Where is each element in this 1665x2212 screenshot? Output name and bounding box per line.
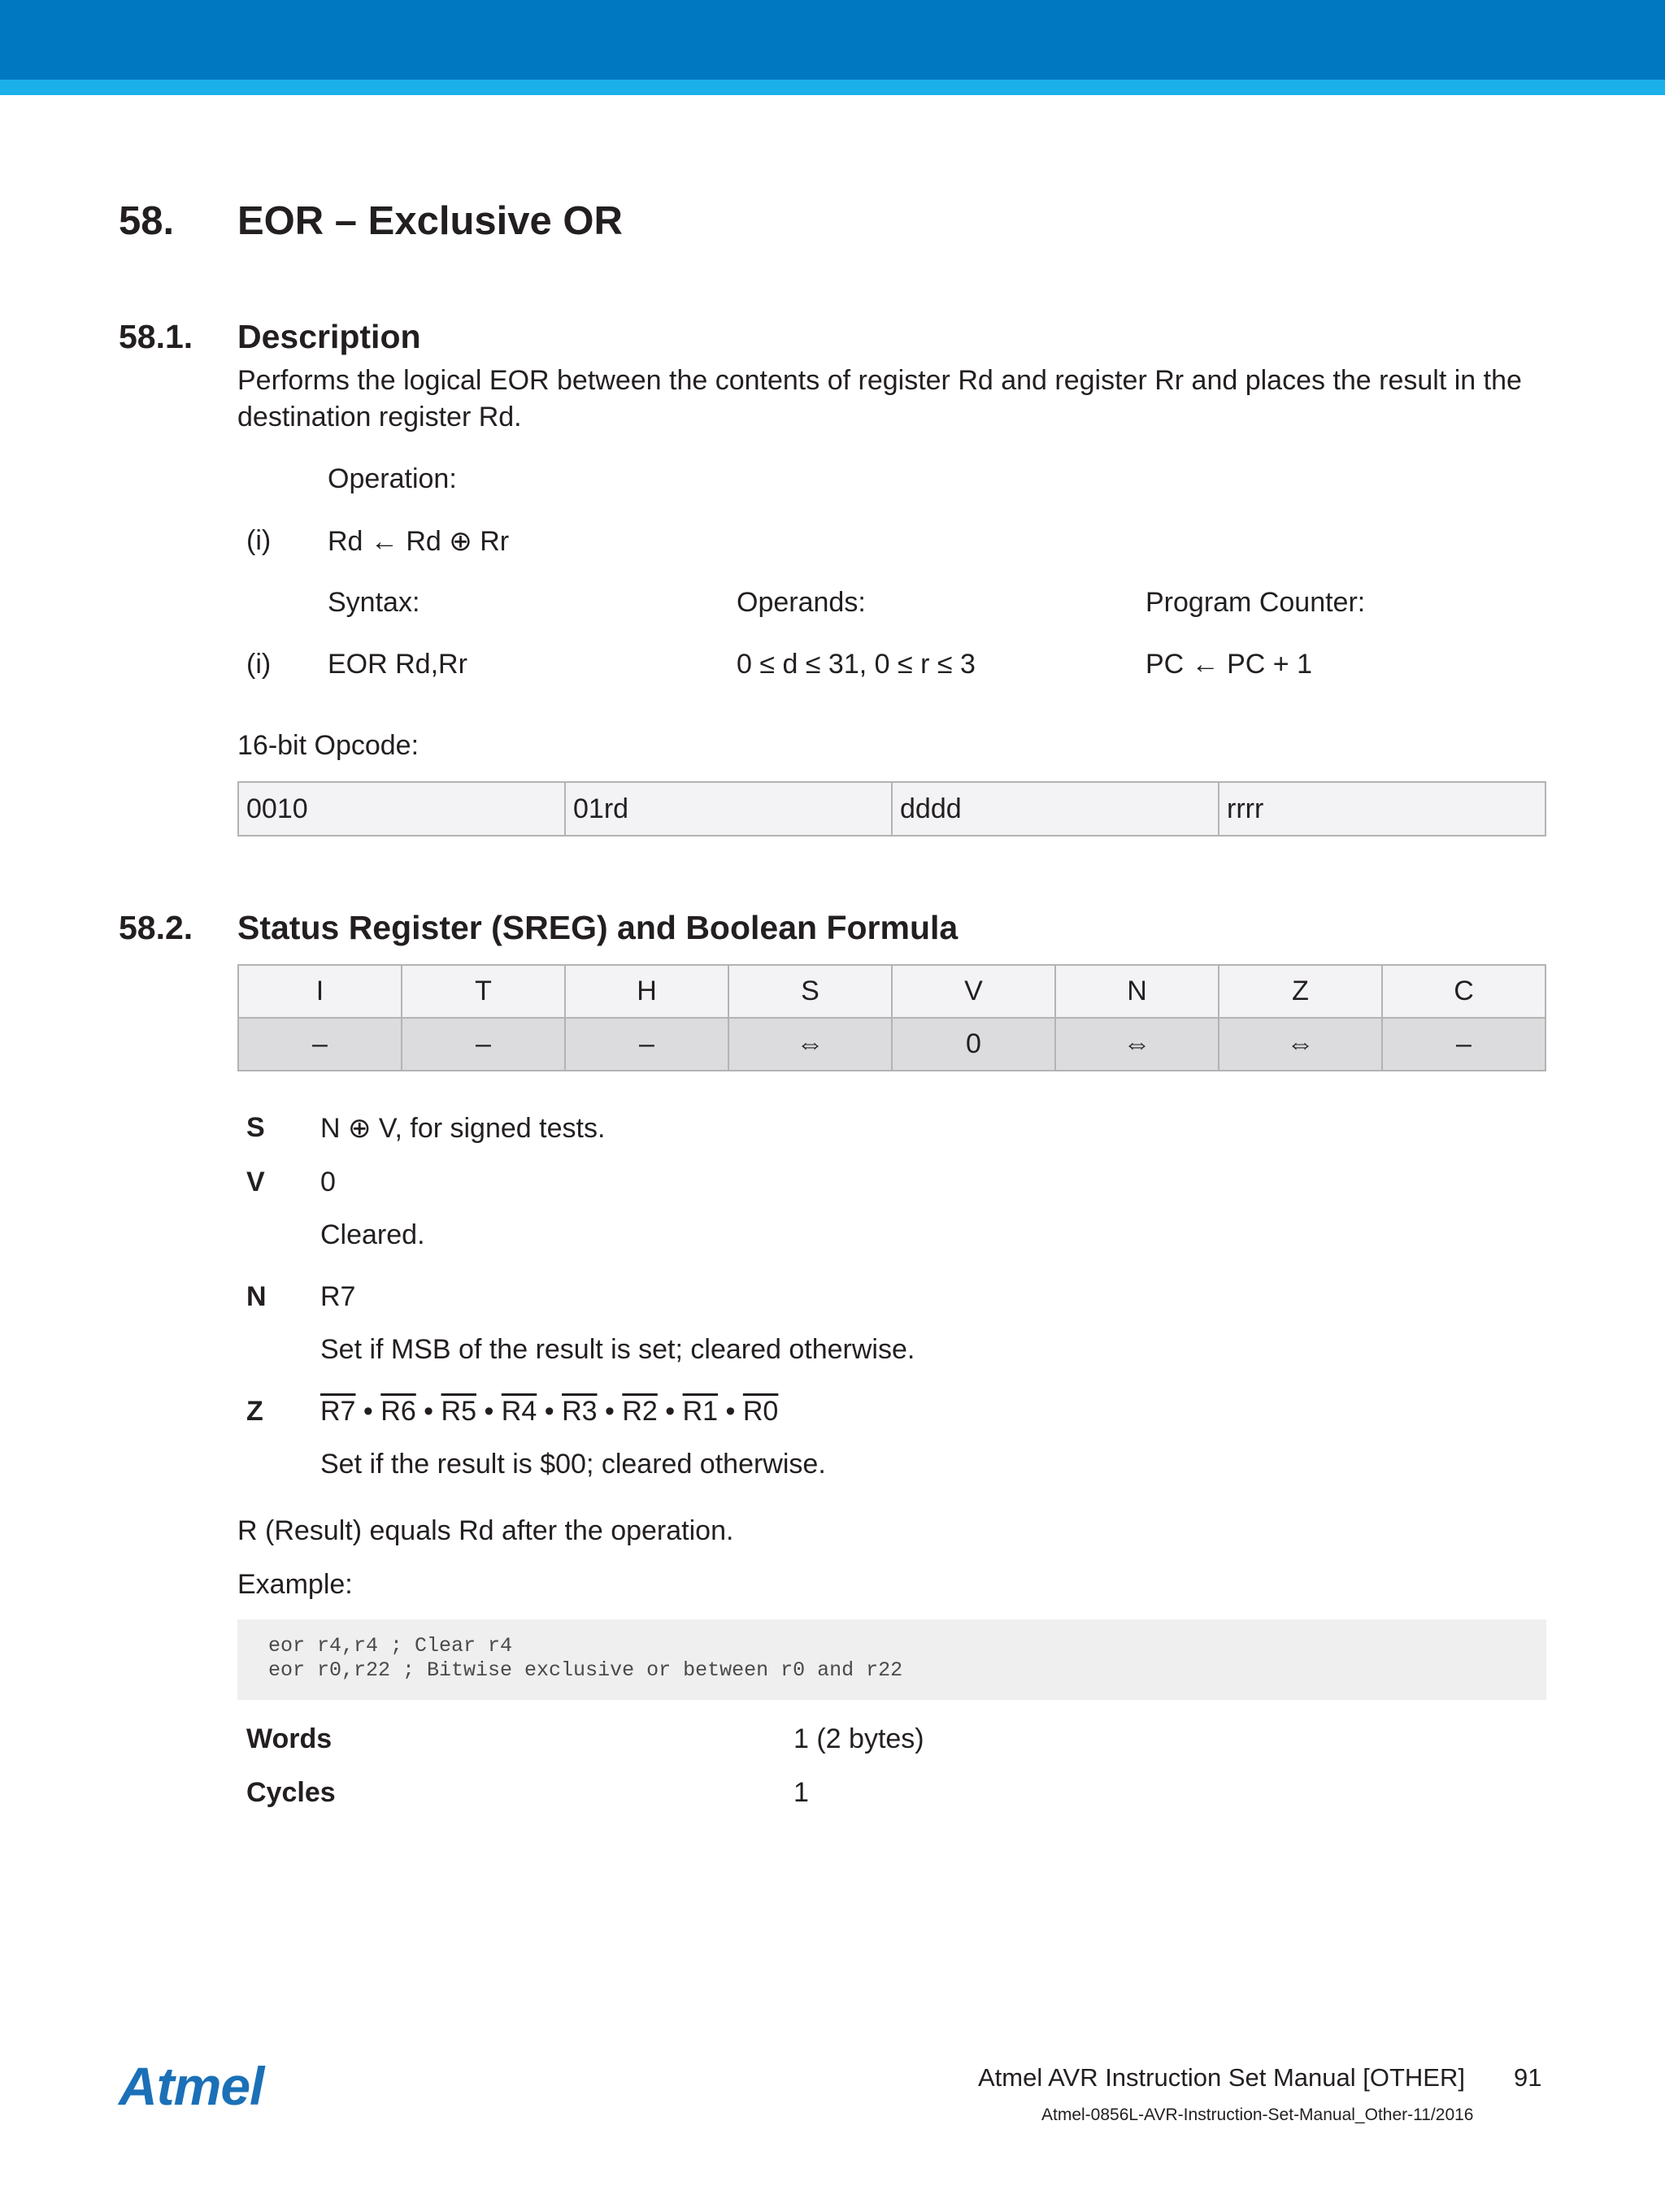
z-separator: •	[415, 1396, 441, 1427]
sreg-flag-value: ⇔	[728, 1018, 892, 1071]
atmel-logo: Atmel	[119, 2056, 264, 2116]
header-stripe	[0, 80, 1665, 95]
sreg-flag-value: ⇔	[1055, 1018, 1219, 1071]
flag-z-label: Z	[246, 1396, 263, 1427]
code-line: eor r4,r4 ; Clear r4	[268, 1634, 513, 1658]
opcode-table	[237, 781, 1546, 837]
z-term: R3	[562, 1396, 598, 1427]
opcode-cell: 01rd	[565, 782, 892, 836]
header-bar	[0, 0, 1665, 80]
sreg-flag-header: N	[1055, 965, 1219, 1018]
example-label: Example:	[237, 1569, 353, 1600]
z-term: R7	[320, 1396, 356, 1427]
sreg-flag-value: –	[565, 1018, 728, 1071]
flag-n-note: Set if MSB of the result is set; cleared otherwise.	[320, 1334, 915, 1365]
z-term: R6	[380, 1396, 416, 1427]
sreg-header-row	[238, 965, 1545, 1018]
footer-manual-title: Atmel AVR Instruction Set Manual [OTHER]	[978, 2063, 1465, 2092]
footer-page-number: 91	[1514, 2063, 1542, 2092]
opcode-cell: rrrr	[1219, 782, 1545, 836]
sreg-flag-header: V	[892, 965, 1055, 1018]
z-term: R5	[441, 1396, 476, 1427]
flag-v-label: V	[246, 1167, 265, 1197]
flag-z-formula	[320, 1396, 778, 1428]
sreg-flag-header: Z	[1219, 965, 1382, 1018]
operation-formula: Rd ← Rd ⊕ Rr	[328, 526, 510, 557]
z-separator: •	[597, 1396, 623, 1427]
z-term: R1	[682, 1396, 719, 1427]
syntax-label: Syntax:	[328, 587, 420, 618]
flag-n-label: N	[246, 1281, 267, 1312]
z-separator: •	[537, 1396, 563, 1427]
subsection-heading-sreg: Status Register (SREG) and Boolean Formula	[237, 909, 959, 946]
flag-s-formula: N ⊕ V, for signed tests.	[320, 1113, 606, 1144]
operands-label: Operands:	[737, 587, 866, 618]
flag-n-formula: R7	[320, 1281, 356, 1312]
flag-s-label: S	[246, 1112, 265, 1143]
sreg-flag-header: T	[402, 965, 565, 1018]
operation-label: Operation:	[328, 463, 457, 494]
program-counter-label: Program Counter:	[1146, 587, 1366, 618]
flag-v-formula: 0	[320, 1167, 336, 1197]
description-line-2: destination register Rd.	[237, 402, 522, 432]
section-number: 58.	[119, 199, 175, 243]
program-counter-value: PC ← PC + 1	[1146, 649, 1313, 680]
opcode-label: 16-bit Opcode:	[237, 730, 420, 761]
subsection-heading-description: Description	[237, 318, 421, 355]
sreg-flag-header: C	[1382, 965, 1545, 1018]
opcode-cell: 0010	[238, 782, 565, 836]
flag-v-note: Cleared.	[320, 1219, 425, 1250]
sreg-flag-header: I	[238, 965, 402, 1018]
z-separator: •	[355, 1396, 381, 1427]
sreg-flag-value: 0	[892, 1018, 1055, 1071]
result-note: R (Result) equals Rd after the operation.	[237, 1515, 734, 1546]
subsection-number-description: 58.1.	[119, 318, 193, 355]
opcode-row	[238, 782, 1545, 836]
flag-z-note: Set if the result is $00; cleared otherwise.	[320, 1449, 826, 1480]
z-term: R0	[742, 1396, 779, 1427]
code-example	[237, 1619, 1546, 1700]
cycles-label: Cycles	[246, 1777, 336, 1808]
footer-doc-id: Atmel-0856L-AVR-Instruction-Set-Manual_Other-11/2016	[1041, 2106, 1474, 2124]
sreg-value-row	[238, 1018, 1545, 1071]
sreg-flag-value: ⇔	[1219, 1018, 1382, 1071]
z-term: R4	[501, 1396, 537, 1427]
syntax-index: (i)	[246, 649, 272, 680]
code-line: eor r0,r22 ; Bitwise exclusive or between r0 and r22	[268, 1658, 903, 1682]
z-term: R2	[622, 1396, 658, 1427]
operation-index: (i)	[246, 525, 272, 556]
sreg-flag-value: –	[238, 1018, 402, 1071]
section-title: EOR – Exclusive OR	[237, 199, 623, 243]
description-line-1: Performs the logical EOR between the contents of register Rd and register Rr and places the result in the	[237, 365, 1522, 396]
sreg-flag-header: H	[565, 965, 728, 1018]
syntax-value: EOR Rd,Rr	[328, 649, 467, 680]
words-label: Words	[246, 1723, 333, 1754]
cycles-value: 1	[793, 1777, 809, 1808]
sreg-table	[237, 964, 1546, 1071]
sreg-flag-value: –	[402, 1018, 565, 1071]
words-value: 1 (2 bytes)	[793, 1723, 924, 1754]
sreg-flag-header: S	[728, 965, 892, 1018]
z-separator: •	[657, 1396, 683, 1427]
z-separator: •	[476, 1396, 502, 1427]
operands-value: 0 ≤ d ≤ 31, 0 ≤ r ≤ 3	[737, 649, 976, 680]
opcode-cell: dddd	[892, 782, 1219, 836]
sreg-flag-value: –	[1382, 1018, 1545, 1071]
z-separator: •	[718, 1396, 743, 1427]
subsection-number-sreg: 58.2.	[119, 909, 193, 946]
